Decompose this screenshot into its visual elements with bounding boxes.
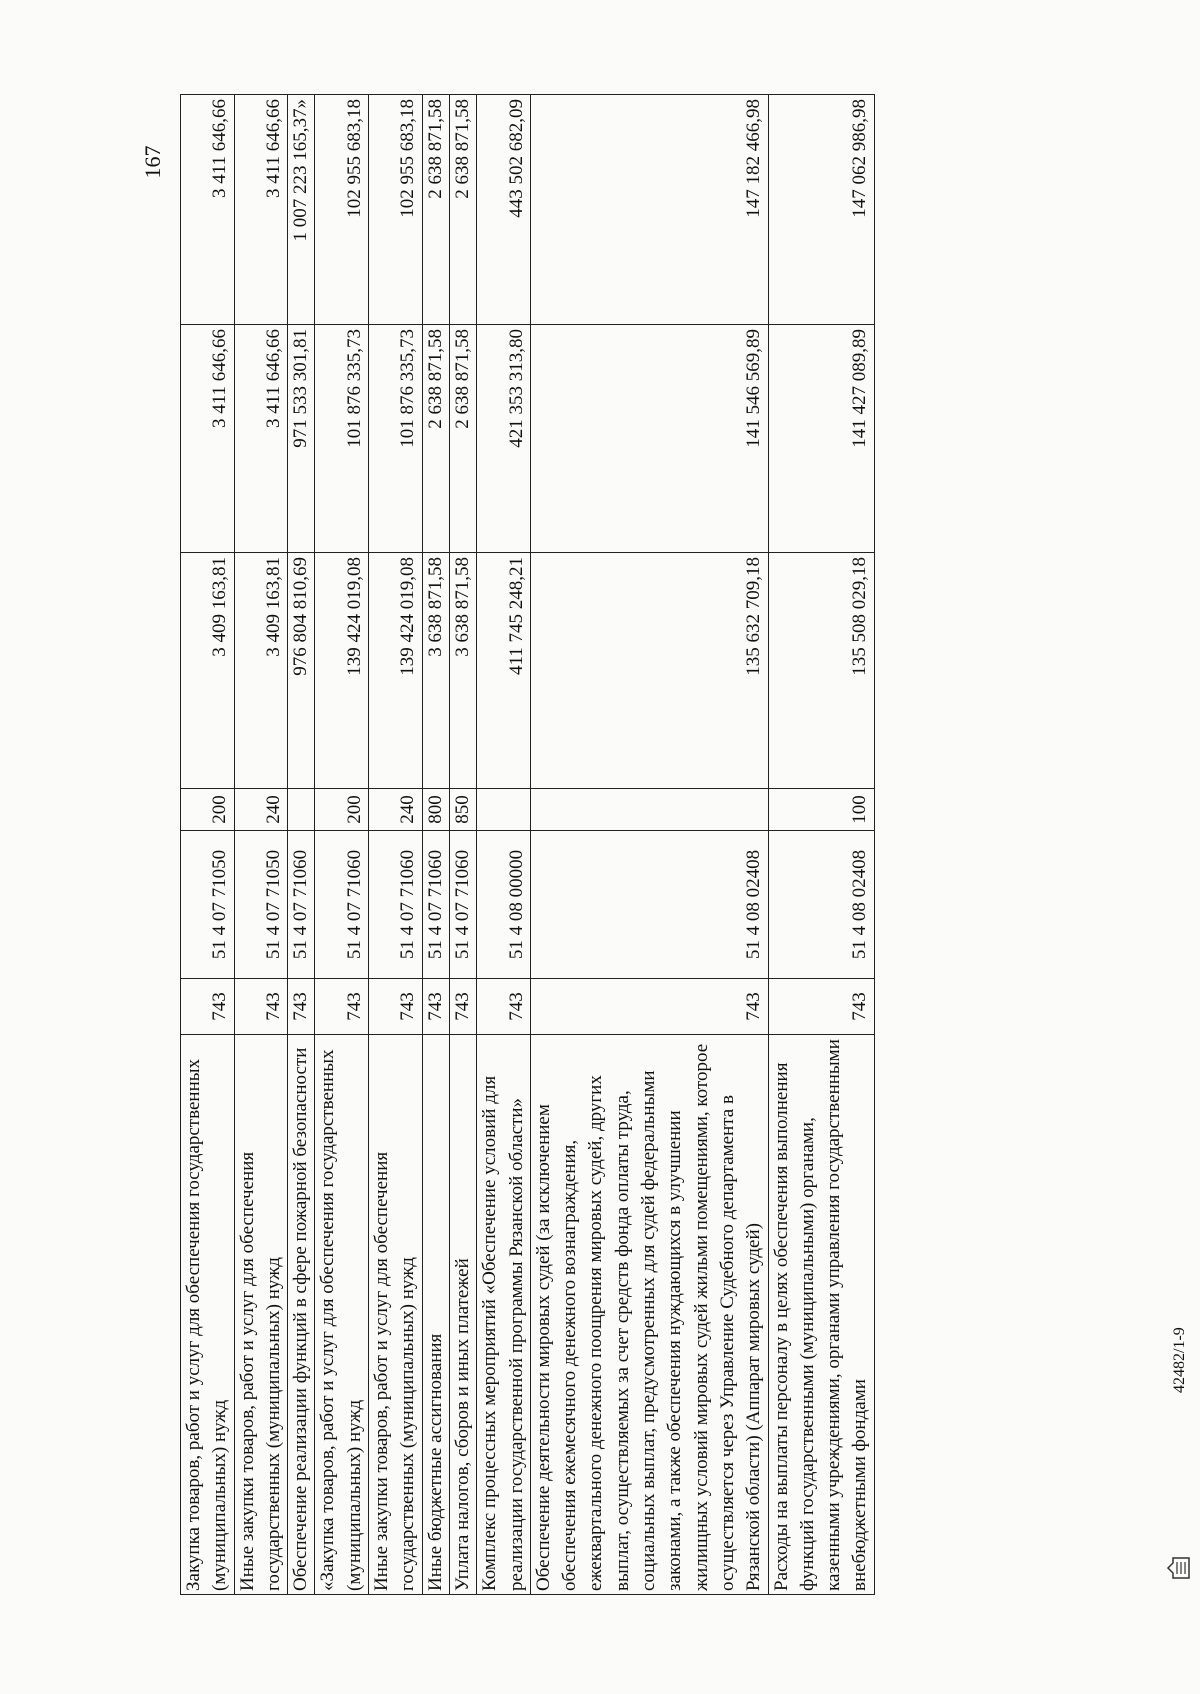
- row-name: Иные закупки товаров, работ и услуг для обеспечения государственных (муниципальных) нужд: [234, 1035, 288, 1595]
- row-vr-code: 240: [234, 789, 288, 831]
- row-value-year1: 3 638 871,58: [422, 553, 449, 789]
- row-name: «Закупка товаров, работ и услуг для обеспечения государственных (муниципальных) нужд: [315, 1035, 369, 1595]
- row-value-year1: 411 745 248,21: [477, 553, 531, 789]
- row-value-year1: 976 804 810,69: [288, 553, 315, 789]
- row-value-year2: 421 353 313,80: [477, 325, 531, 553]
- rotated-page: [125, 95, 1188, 1595]
- row-ved-code: 743: [288, 979, 315, 1035]
- page-number: 167: [140, 145, 165, 179]
- row-value-year3: 147 062 986,98: [768, 95, 874, 325]
- row-value-year3: 2 638 871,58: [449, 95, 476, 325]
- row-value-year3: 102 955 683,18: [369, 95, 423, 325]
- row-ved-code: 743: [369, 979, 423, 1035]
- row-ved-code: 743: [530, 979, 768, 1035]
- row-vr-code: 200: [181, 789, 235, 831]
- document-code: 42482/1-9: [1170, 1327, 1188, 1393]
- row-ved-code: 743: [449, 979, 476, 1035]
- row-value-year3: 443 502 682,09: [477, 95, 531, 325]
- row-name: Уплата налогов, сборов и иных платежей: [449, 1035, 476, 1595]
- row-value-year3: 3 411 646,66: [234, 95, 288, 325]
- row-name: Обеспечение реализации функций в сфере пожарной безопасности: [288, 1035, 315, 1595]
- row-vr-code: 240: [369, 789, 423, 831]
- row-value-year1: 3 409 163,81: [181, 553, 235, 789]
- row-vr-code: 200: [315, 789, 369, 831]
- row-value-year2: 2 638 871,58: [422, 325, 449, 553]
- row-value-year2: 3 411 646,66: [234, 325, 288, 553]
- row-csr-code: 51 4 07 71060: [422, 831, 449, 979]
- row-csr-code: 51 4 08 02408: [530, 831, 768, 979]
- row-ved-code: 743: [181, 979, 235, 1035]
- table-row: [234, 95, 288, 1595]
- table-row: [422, 95, 449, 1595]
- table-row: [477, 95, 531, 1595]
- row-name: Комплекс процессных мероприятий «Обеспечение условий для реализации государственной программы Рязанской области»: [477, 1035, 531, 1595]
- row-name: Иные закупки товаров, работ и услуг для обеспечения государственных (муниципальных) нужд: [369, 1035, 423, 1595]
- row-value-year3: 2 638 871,58: [422, 95, 449, 325]
- row-name: Закупка товаров, работ и услуг для обеспечения государственных (муниципальных) нужд: [181, 1035, 235, 1595]
- row-vr-code: 800: [422, 789, 449, 831]
- row-csr-code: 51 4 07 71060: [449, 831, 476, 979]
- row-value-year1: 139 424 019,08: [315, 553, 369, 789]
- table-row: [449, 95, 476, 1595]
- row-ved-code: 743: [768, 979, 874, 1035]
- row-value-year1: 3 409 163,81: [234, 553, 288, 789]
- table-row: [530, 95, 768, 1595]
- budget-table: [180, 94, 875, 1595]
- row-csr-code: 51 4 07 71060: [288, 831, 315, 979]
- row-value-year2: 971 533 301,81: [288, 325, 315, 553]
- row-csr-code: 51 4 07 71050: [234, 831, 288, 979]
- row-value-year2: 101 876 335,73: [369, 325, 423, 553]
- row-name: Иные бюджетные ассигнования: [422, 1035, 449, 1595]
- row-value-year2: 101 876 335,73: [315, 325, 369, 553]
- row-name: Обеспечение деятельности мировых судей (за исключением обеспечения ежемесячного денежного вознаграждения, ежеквартального денежного поощрения мировых судей, других выплат, осуществляемых за счет средств фонда оплаты труда, социальных выплат, предусмотренных для судей федеральными законами, а также обеспечения нуждающихся в улучшении жилищных условий мировых судей жильми помещениями, которое осуществляется через Управление Судебного департамента в Рязанской области) (Аппарат мировых судей): [530, 1035, 768, 1595]
- row-value-year1: 135 508 029,18: [768, 553, 874, 789]
- row-value-year2: 3 411 646,66: [181, 325, 235, 553]
- row-vr-code: [288, 789, 315, 831]
- row-ved-code: 743: [234, 979, 288, 1035]
- table-row: [181, 95, 235, 1595]
- row-value-year1: 3 638 871,58: [449, 553, 476, 789]
- row-csr-code: 51 4 07 71060: [315, 831, 369, 979]
- row-vr-code: 100: [768, 789, 874, 831]
- row-vr-code: [530, 789, 768, 831]
- row-csr-code: 51 4 08 02408: [768, 831, 874, 979]
- row-csr-code: 51 4 07 71050: [181, 831, 235, 979]
- table-row: [369, 95, 423, 1595]
- row-ved-code: 743: [477, 979, 531, 1035]
- row-csr-code: 51 4 08 00000: [477, 831, 531, 979]
- row-vr-code: [477, 789, 531, 831]
- row-value-year3: 147 182 466,98: [530, 95, 768, 325]
- table-row: [315, 95, 369, 1595]
- table-body: [181, 95, 875, 1595]
- row-csr-code: 51 4 07 71060: [369, 831, 423, 979]
- emblem-icon: [1165, 1553, 1195, 1583]
- row-name: Расходы на выплаты персоналу в целях обеспечения выполнения функций государственными (муниципальными) органами, казенными учреждениями, органами управления государственными внебюджетными фондами: [768, 1035, 874, 1595]
- row-value-year3: 102 955 683,18: [315, 95, 369, 325]
- row-ved-code: 743: [422, 979, 449, 1035]
- table-row: [288, 95, 315, 1595]
- footer: [1165, 1327, 1195, 1583]
- row-value-year3: 1 007 223 165,37»: [288, 95, 315, 325]
- row-value-year2: 2 638 871,58: [449, 325, 476, 553]
- row-value-year2: 141 427 089,89: [768, 325, 874, 553]
- row-value-year1: 139 424 019,08: [369, 553, 423, 789]
- row-value-year1: 135 632 709,18: [530, 553, 768, 789]
- row-vr-code: 850: [449, 789, 476, 831]
- row-value-year2: 141 546 569,89: [530, 325, 768, 553]
- table-row: [768, 95, 874, 1595]
- row-value-year3: 3 411 646,66: [181, 95, 235, 325]
- row-ved-code: 743: [315, 979, 369, 1035]
